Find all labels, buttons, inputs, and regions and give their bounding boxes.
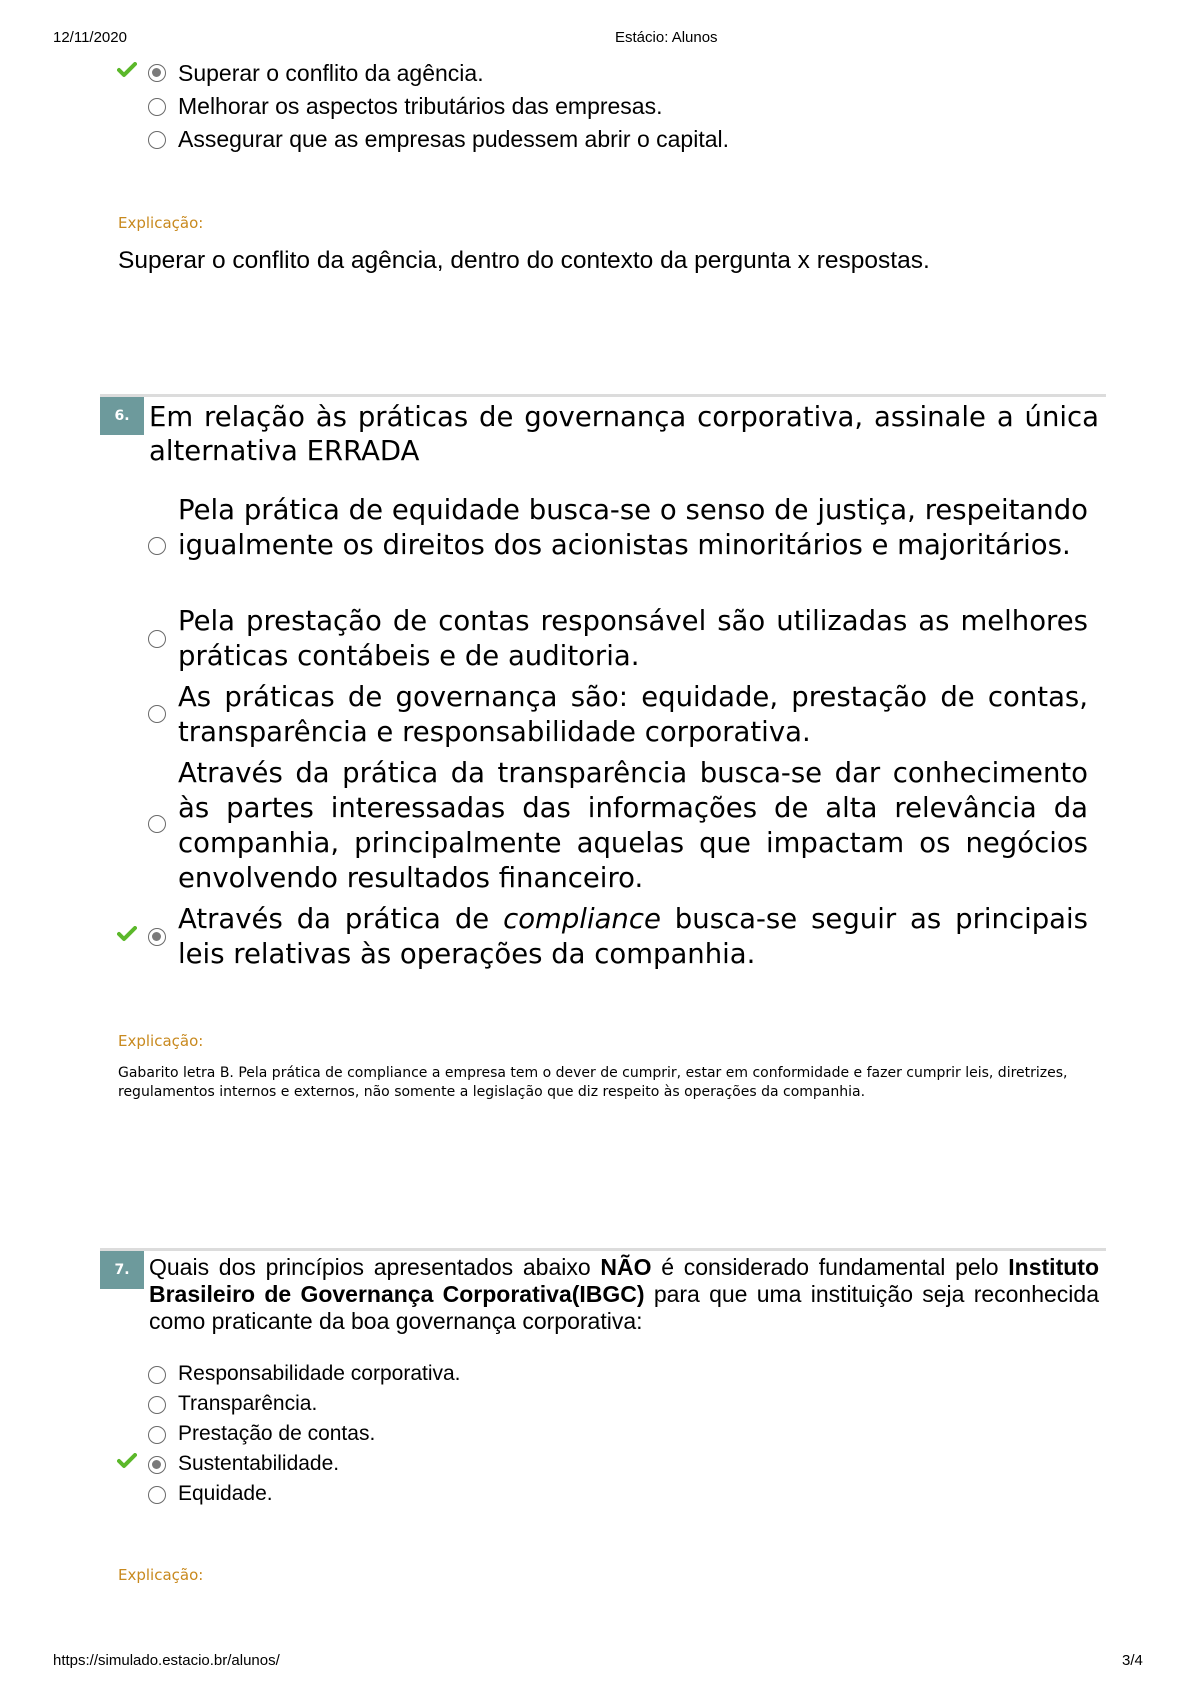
page-url: https://simulado.estacio.br/alunos/ <box>53 1652 280 1669</box>
radio-button[interactable] <box>148 1396 166 1414</box>
print-title: Estácio: Alunos <box>615 29 718 46</box>
radio-button[interactable] <box>148 98 166 116</box>
answer-option <box>178 902 1088 972</box>
radio-button[interactable] <box>148 1426 166 1444</box>
question-emphasis: NÃO <box>600 1254 652 1280</box>
radio-button[interactable] <box>148 630 166 648</box>
answer-option: Assegurar que as empresas pudessem abrir o capital. <box>178 126 730 152</box>
question-number-badge: 7. <box>100 1251 144 1289</box>
radio-button[interactable] <box>148 537 166 555</box>
question-text <box>149 1254 1099 1335</box>
answer-option: Pela prestação de contas responsável são utilizadas as melhores práticas contábeis e de auditoria. <box>178 605 1088 672</box>
explanation-label: Explicação: <box>118 214 204 232</box>
explanation-text: Superar o conflito da agência, dentro do contexto da pergunta x respostas. <box>118 247 930 274</box>
answer-option: Responsabilidade corporativa. <box>178 1362 461 1385</box>
answer-option: Equidade. <box>178 1482 273 1505</box>
explanation-label: Explicação: <box>118 1566 204 1584</box>
correct-check-icon <box>117 1453 137 1469</box>
answer-option: Transparência. <box>178 1392 318 1415</box>
question-divider <box>100 394 1106 397</box>
answer-option: Sustentabilidade. <box>178 1452 340 1475</box>
radio-button[interactable] <box>148 1486 166 1504</box>
radio-button[interactable] <box>148 1456 166 1474</box>
answer-option-text: busca-se seguir as principais leis relativas às operações da companhia. <box>178 903 1088 970</box>
answer-option-text: Através da prática de <box>178 903 504 935</box>
answer-option: Através da prática da transparência busca-se dar conhecimento às partes interessadas das informações de alta relevância da companhia, principalmente aquelas que impactam os negócios envolvendo resultados financeiro. <box>178 757 1088 894</box>
correct-check-icon <box>117 926 137 942</box>
print-date: 12/11/2020 <box>53 29 127 46</box>
answer-option: As práticas de governança são: equidade, prestação de contas, transparência e responsabilidade corporativa. <box>178 681 1088 748</box>
answer-option: Pela prática de equidade busca-se o senso de justiça, respeitando igualmente os direitos dos acionistas minoritários e majoritários. <box>178 494 1088 561</box>
explanation-text: Gabarito letra B. Pela prática de compliance a empresa tem o dever de cumprir, estar em conformidade e fazer cumprir leis, diretrizes, regulamentos internos e externos, não somente a legislação que diz respeito às operações da companhia. <box>118 1065 1068 1100</box>
radio-button[interactable] <box>148 928 166 946</box>
page-number: 3/4 <box>1122 1652 1143 1669</box>
question-text-part: é considerado fundamental pelo <box>651 1254 1009 1280</box>
answer-option: Prestação de contas. <box>178 1422 376 1445</box>
correct-check-icon <box>117 62 137 78</box>
radio-button[interactable] <box>148 1366 166 1384</box>
answer-option: Superar o conflito da agência. <box>178 60 484 86</box>
answer-option: Melhorar os aspectos tributários das empresas. <box>178 93 663 119</box>
answer-option-emphasis: compliance <box>503 903 661 935</box>
question-text-part: Quais dos princípios apresentados abaixo <box>149 1254 601 1280</box>
question-text-part: para que uma instituição seja reconhecida como praticante da boa governança corporativa: <box>149 1281 1099 1334</box>
question-text: Em relação às práticas de governança corporativa, assinale a única alternativa ERRADA <box>149 401 1099 467</box>
radio-button[interactable] <box>148 815 166 833</box>
explanation-label: Explicação: <box>118 1032 204 1050</box>
question-emphasis: Instituto Brasileiro de Governança Corporativa(IBGC) <box>149 1254 1099 1307</box>
question-number-badge: 6. <box>100 397 144 435</box>
radio-button[interactable] <box>148 64 166 82</box>
radio-button[interactable] <box>148 705 166 723</box>
question-divider <box>100 1248 1106 1251</box>
radio-button[interactable] <box>148 131 166 149</box>
